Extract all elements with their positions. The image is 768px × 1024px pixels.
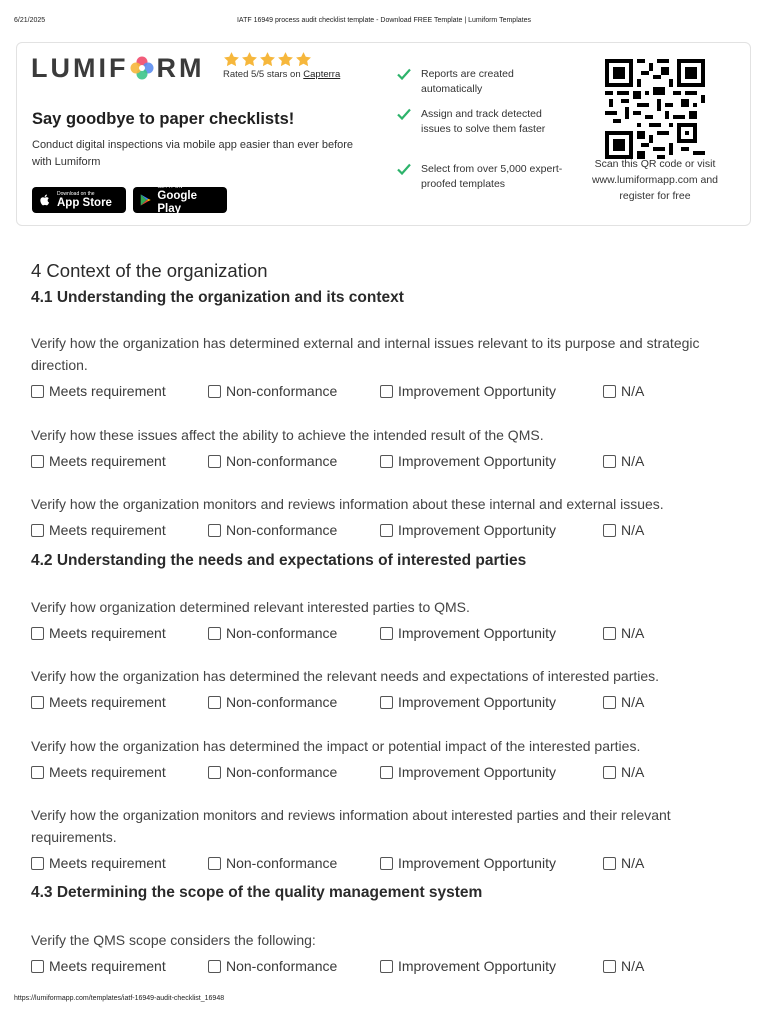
option-improvement-opportunity[interactable]	[380, 623, 556, 643]
checkbox[interactable]	[31, 960, 44, 973]
rating-text	[223, 69, 340, 80]
option-improvement-opportunity[interactable]	[380, 520, 556, 540]
checkbox[interactable]	[31, 857, 44, 870]
option-improvement-opportunity[interactable]	[380, 956, 556, 976]
option-label: N/A	[621, 625, 645, 641]
apple-icon	[38, 192, 52, 208]
five-star-rating	[223, 51, 340, 68]
app-store-big-text: App Store	[57, 196, 112, 209]
answer-options	[31, 623, 741, 643]
feature-item	[397, 162, 572, 191]
star-icon	[259, 51, 276, 68]
promo-headline: Say goodbye to paper checklists!	[32, 110, 295, 128]
rating	[223, 51, 340, 80]
checkbox[interactable]	[208, 455, 221, 468]
option-label: Meets requirement	[49, 453, 166, 469]
google-play-icon	[139, 192, 152, 208]
qr-caption: Scan this QR code or visit www.lumiformapp.com and register for free	[591, 158, 719, 202]
checkbox[interactable]	[380, 766, 393, 779]
checkbox[interactable]	[603, 455, 616, 468]
option-label: N/A	[621, 694, 645, 710]
question: Verify how the organization has determined external and internal issues relevant to its purpose and strategic direction.	[31, 335, 700, 373]
star-icon	[277, 51, 294, 68]
option-label: Improvement Opportunity	[398, 855, 556, 871]
option-meets-requirement[interactable]	[31, 762, 166, 782]
option-na[interactable]	[603, 762, 644, 782]
app-store-small-text: Download on the	[57, 190, 95, 197]
option-meets-requirement[interactable]	[31, 692, 166, 712]
option-label: N/A	[621, 383, 645, 399]
option-label: Meets requirement	[49, 694, 166, 710]
option-label: Non-conformance	[226, 453, 338, 469]
google-play-badge[interactable]	[133, 184, 227, 215]
checkbox[interactable]	[31, 766, 44, 779]
checkbox[interactable]	[31, 385, 44, 398]
checkbox[interactable]	[208, 766, 221, 779]
option-label: Meets requirement	[49, 958, 166, 974]
answer-options	[31, 692, 741, 712]
checkbox[interactable]	[31, 524, 44, 537]
checkbox[interactable]	[603, 385, 616, 398]
option-na[interactable]	[603, 853, 644, 873]
checkbox[interactable]	[380, 960, 393, 973]
checkbox[interactable]	[208, 385, 221, 398]
capterra-link[interactable]: Capterra	[303, 69, 341, 80]
checkbox[interactable]	[31, 627, 44, 640]
option-improvement-opportunity[interactable]	[380, 853, 556, 873]
option-non-conformance[interactable]	[208, 381, 337, 401]
star-icon	[241, 51, 258, 68]
option-label: Meets requirement	[49, 855, 166, 871]
option-label: N/A	[621, 764, 645, 780]
checkbox[interactable]	[31, 696, 44, 709]
checkbox[interactable]	[380, 524, 393, 537]
google-play-big-text: Google Play	[157, 190, 198, 215]
feature-item	[397, 107, 572, 136]
option-improvement-opportunity[interactable]	[380, 381, 556, 401]
answer-options	[31, 520, 741, 540]
question: Verify how these issues affect the ability to achieve the intended result of the QMS.	[31, 427, 544, 443]
answer-options	[31, 381, 741, 401]
app-store-badge[interactable]	[32, 187, 126, 213]
option-label: Non-conformance	[226, 522, 338, 538]
print-date: 6/21/2025	[14, 17, 46, 24]
option-non-conformance[interactable]	[208, 762, 337, 782]
option-non-conformance[interactable]	[208, 692, 337, 712]
option-label: Improvement Opportunity	[398, 522, 556, 538]
option-meets-requirement[interactable]	[31, 956, 166, 976]
option-na[interactable]	[603, 956, 644, 976]
checkmark-icon	[397, 163, 411, 175]
option-improvement-opportunity[interactable]	[380, 762, 556, 782]
option-improvement-opportunity[interactable]	[380, 692, 556, 712]
star-icon	[223, 51, 240, 68]
checkbox[interactable]	[380, 455, 393, 468]
option-label: Improvement Opportunity	[398, 625, 556, 641]
option-label: Non-conformance	[226, 383, 338, 399]
option-label: Non-conformance	[226, 694, 338, 710]
checkbox[interactable]	[380, 696, 393, 709]
feature-text: Select from over 5,000 expert-proofed templates	[421, 163, 563, 190]
option-label: Improvement Opportunity	[398, 958, 556, 974]
option-label: Improvement Opportunity	[398, 383, 556, 399]
question: Verify how the organization monitors and reviews information about these internal and external issues.	[31, 496, 664, 512]
subsection-heading: 4.1 Understanding the organization and its context	[31, 289, 404, 306]
option-label: Improvement Opportunity	[398, 694, 556, 710]
checkbox[interactable]	[380, 627, 393, 640]
checkbox[interactable]	[603, 696, 616, 709]
print-header	[14, 17, 754, 29]
checkbox[interactable]	[380, 857, 393, 870]
option-meets-requirement[interactable]	[31, 381, 166, 401]
feature-text: Reports are created automatically	[421, 68, 514, 95]
rating-prefix: Rated 5/5 stars on	[223, 69, 304, 80]
checkbox[interactable]	[208, 857, 221, 870]
checkbox[interactable]	[31, 455, 44, 468]
option-na[interactable]	[603, 520, 644, 540]
option-label: N/A	[621, 453, 645, 469]
section-heading: 4 Context of the organization	[31, 260, 268, 281]
lumiform-promo-banner	[16, 42, 751, 226]
option-label: Non-conformance	[226, 764, 338, 780]
feature-item	[397, 67, 572, 96]
checkbox[interactable]	[603, 857, 616, 870]
option-meets-requirement[interactable]	[31, 520, 166, 540]
option-non-conformance[interactable]	[208, 623, 337, 643]
answer-options	[31, 853, 741, 873]
option-meets-requirement[interactable]	[31, 623, 166, 643]
checkbox[interactable]	[603, 960, 616, 973]
option-label: Improvement Opportunity	[398, 764, 556, 780]
option-na[interactable]	[603, 381, 644, 401]
qr-code[interactable]	[605, 59, 705, 159]
answer-options	[31, 451, 741, 471]
google-play-small-text: GET IT ON	[157, 184, 183, 190]
print-title: IATF 16949 process audit checklist template - Download FREE Template | Lumiform Templates	[236, 17, 531, 24]
option-label: Non-conformance	[226, 625, 338, 641]
answer-options	[31, 762, 741, 782]
option-label: Non-conformance	[226, 855, 338, 871]
option-meets-requirement[interactable]	[31, 451, 166, 471]
lumiform-logo[interactable]	[31, 53, 204, 83]
checkbox[interactable]	[208, 524, 221, 537]
checkbox[interactable]	[603, 627, 616, 640]
lumiform-flower-icon	[130, 56, 154, 80]
question: Verify how the organization has determined the impact or potential impact of the interested parties.	[31, 738, 641, 754]
checkbox[interactable]	[603, 766, 616, 779]
option-label: Meets requirement	[49, 625, 166, 641]
subsection-heading: 4.2 Understanding the needs and expectations of interested parties	[31, 552, 527, 569]
option-non-conformance[interactable]	[208, 853, 337, 873]
question: Verify the QMS scope considers the following:	[31, 932, 316, 948]
checkbox[interactable]	[208, 627, 221, 640]
checkmark-icon	[397, 108, 411, 120]
subsection-heading: 4.3 Determining the scope of the quality management system	[31, 884, 483, 901]
option-label: N/A	[621, 522, 645, 538]
option-non-conformance[interactable]	[208, 956, 337, 976]
logo-text-left: LUMIF	[31, 52, 129, 83]
option-label: Non-conformance	[226, 958, 338, 974]
option-label: Meets requirement	[49, 764, 166, 780]
print-footer-url: https://lumiformapp.com/templates/iatf-16949-audit-checklist_16948	[14, 995, 225, 1002]
checkbox[interactable]	[208, 960, 221, 973]
logo-text-right: RM	[156, 52, 205, 83]
answer-options	[31, 956, 741, 976]
option-na[interactable]	[603, 451, 644, 471]
option-label: Meets requirement	[49, 522, 166, 538]
checkbox[interactable]	[603, 524, 616, 537]
option-na[interactable]	[603, 623, 644, 643]
option-label: Meets requirement	[49, 383, 166, 399]
feature-text: Assign and track detected issues to solve them faster	[421, 108, 546, 135]
checkbox[interactable]	[208, 696, 221, 709]
option-non-conformance[interactable]	[208, 520, 337, 540]
question: Verify how the organization monitors and reviews information about interested parties and their relevant requirements.	[31, 807, 671, 845]
option-label: N/A	[621, 958, 645, 974]
star-icon	[295, 51, 312, 68]
checkmark-icon	[397, 68, 411, 80]
option-na[interactable]	[603, 692, 644, 712]
checkbox[interactable]	[380, 385, 393, 398]
option-improvement-opportunity[interactable]	[380, 451, 556, 471]
promo-subtext: Conduct digital inspections via mobile app easier than ever before with Lumiform	[32, 139, 354, 168]
question: Verify how the organization has determined the relevant needs and expectations of interested parties.	[31, 668, 660, 684]
option-meets-requirement[interactable]	[31, 853, 166, 873]
question: Verify how organization determined relevant interested parties to QMS.	[31, 599, 470, 615]
option-label: N/A	[621, 855, 645, 871]
option-label: Improvement Opportunity	[398, 453, 556, 469]
option-non-conformance[interactable]	[208, 451, 337, 471]
